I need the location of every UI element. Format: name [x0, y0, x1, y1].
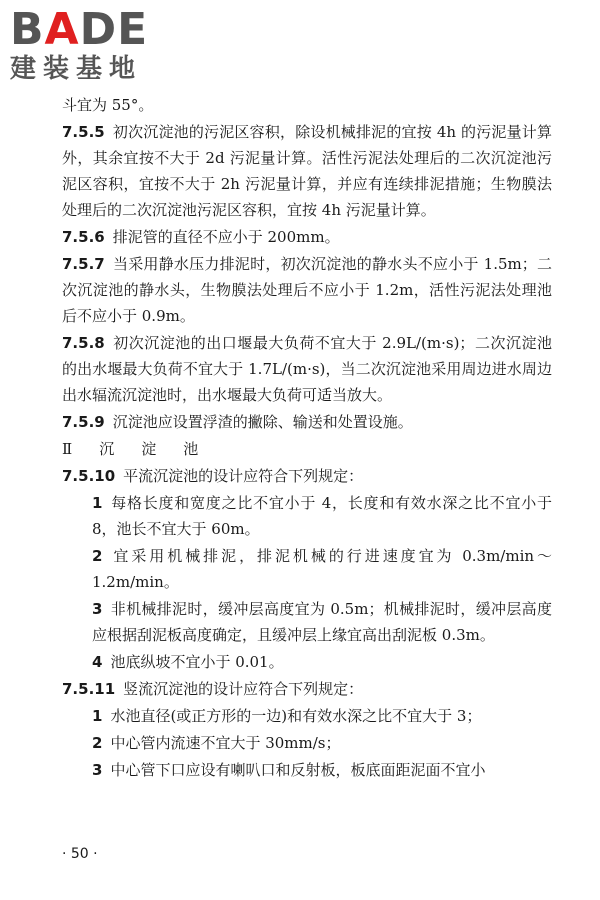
clause-number: 7.5.7 — [62, 255, 105, 273]
clause-number: 7.5.5 — [62, 123, 105, 141]
clause — [62, 251, 552, 329]
clause — [62, 119, 552, 223]
clause-text: 池底纵坡不宜小于 0.01。 — [110, 653, 284, 671]
clause-number: 2 — [92, 734, 103, 752]
logo-letter: B — [10, 4, 45, 55]
clause-number: 1 — [92, 494, 103, 512]
clause-text: 沉淀池应设置浮渣的撇除、输送和处置设施。 — [112, 413, 413, 431]
clause-number: 1 — [92, 707, 103, 725]
list-item — [62, 757, 552, 783]
clause-text: Ⅱ 沉 淀 池 — [62, 440, 205, 458]
clause-text: 非机械排泥时，缓冲层高度宜为 0.5m；机械排泥时，缓冲层高度应根据刮泥板高度确定，且缓冲层上缘宜高出刮泥板 0.3m。 — [92, 600, 552, 644]
logo-letter-accent: A — [44, 4, 80, 55]
clause-number: 7.5.6 — [62, 228, 105, 246]
logo-letter: E — [117, 4, 149, 55]
section-title — [62, 436, 552, 462]
clause-text: 中心管内流速不宜大于 30mm/s； — [110, 734, 341, 752]
list-item — [62, 490, 552, 542]
clause-text: 宜采用机械排泥，排泥机械的行进速度宜为 0.3m/min～1.2m/min。 — [92, 547, 552, 591]
clause-text: 竖流沉淀池的设计应符合下列规定： — [123, 680, 364, 698]
logo-letter: D — [79, 4, 118, 55]
clause-text: 当采用静水压力排泥时，初次沉淀池的静水头不应小于 1.5m；二次沉淀池的静水头，生物膜法处理后不应小于 1.2m，活性污泥法处理池后不应小于 0.9m。 — [62, 255, 552, 325]
list-item — [62, 703, 552, 729]
clause-number: 3 — [92, 600, 103, 618]
clause-text: 排泥管的直径不应小于 200mm。 — [112, 228, 340, 246]
clause-text: 每格长度和宽度之比不宜小于 4，长度和有效水深之比不宜小于 8，池长不宜大于 60m。 — [92, 494, 552, 538]
clause — [62, 92, 552, 118]
clause-text: 中心管下口应设有喇叭口和反射板，板底面距泥面不宜小 — [110, 761, 486, 779]
list-item — [62, 543, 552, 595]
clause-text: 水池直径(或正方形的一边)和有效水深之比不宜大于 3； — [110, 707, 482, 725]
clause — [62, 409, 552, 435]
document-body — [62, 92, 552, 784]
clause-number: 4 — [92, 653, 103, 671]
bade-logo — [10, 6, 180, 84]
clause-number: 2 — [92, 547, 103, 565]
clause-text: 初次沉淀池的污泥区容积，除设机械排泥的宜按 4h 的污泥量计算外，其余宜按不大于 2d 污泥量计算。活性污泥法处理后的二次沉淀池污泥区容积，宜按不大于 2h 污泥量计算，并应有连续排泥措施；生物膜法处理后的二次沉淀池污泥区容积，宜按 4h 污泥量计算。 — [62, 123, 552, 219]
clause-number: 3 — [92, 761, 103, 779]
clause-number: 7.5.8 — [62, 334, 105, 352]
clause-number: 7.5.9 — [62, 413, 105, 431]
clause-text: 初次沉淀池的出口堰最大负荷不宜大于 2.9L/(m·s)；二次沉淀池的出水堰最大负荷不宜大于 1.7L/(m·s)，当二次沉淀池采用周边进水周边出水辐流沉淀池时，出水堰最大负荷可适当放大。 — [62, 334, 552, 404]
logo-subtitle: 建装基地 — [10, 54, 143, 84]
clause-number: 7.5.11 — [62, 680, 116, 698]
clause-number: 7.5.10 — [62, 467, 116, 485]
list-item — [62, 649, 552, 675]
page-number: · 50 · — [62, 846, 98, 862]
clause — [62, 224, 552, 250]
logo-wordmark — [10, 6, 180, 54]
list-item — [62, 730, 552, 756]
clause-text: 平流沉淀池的设计应符合下列规定： — [123, 467, 364, 485]
clause — [62, 463, 552, 489]
clause — [62, 330, 552, 408]
clause — [62, 676, 552, 702]
clause-text: 斗宜为 55°。 — [62, 96, 154, 114]
list-item — [62, 596, 552, 648]
